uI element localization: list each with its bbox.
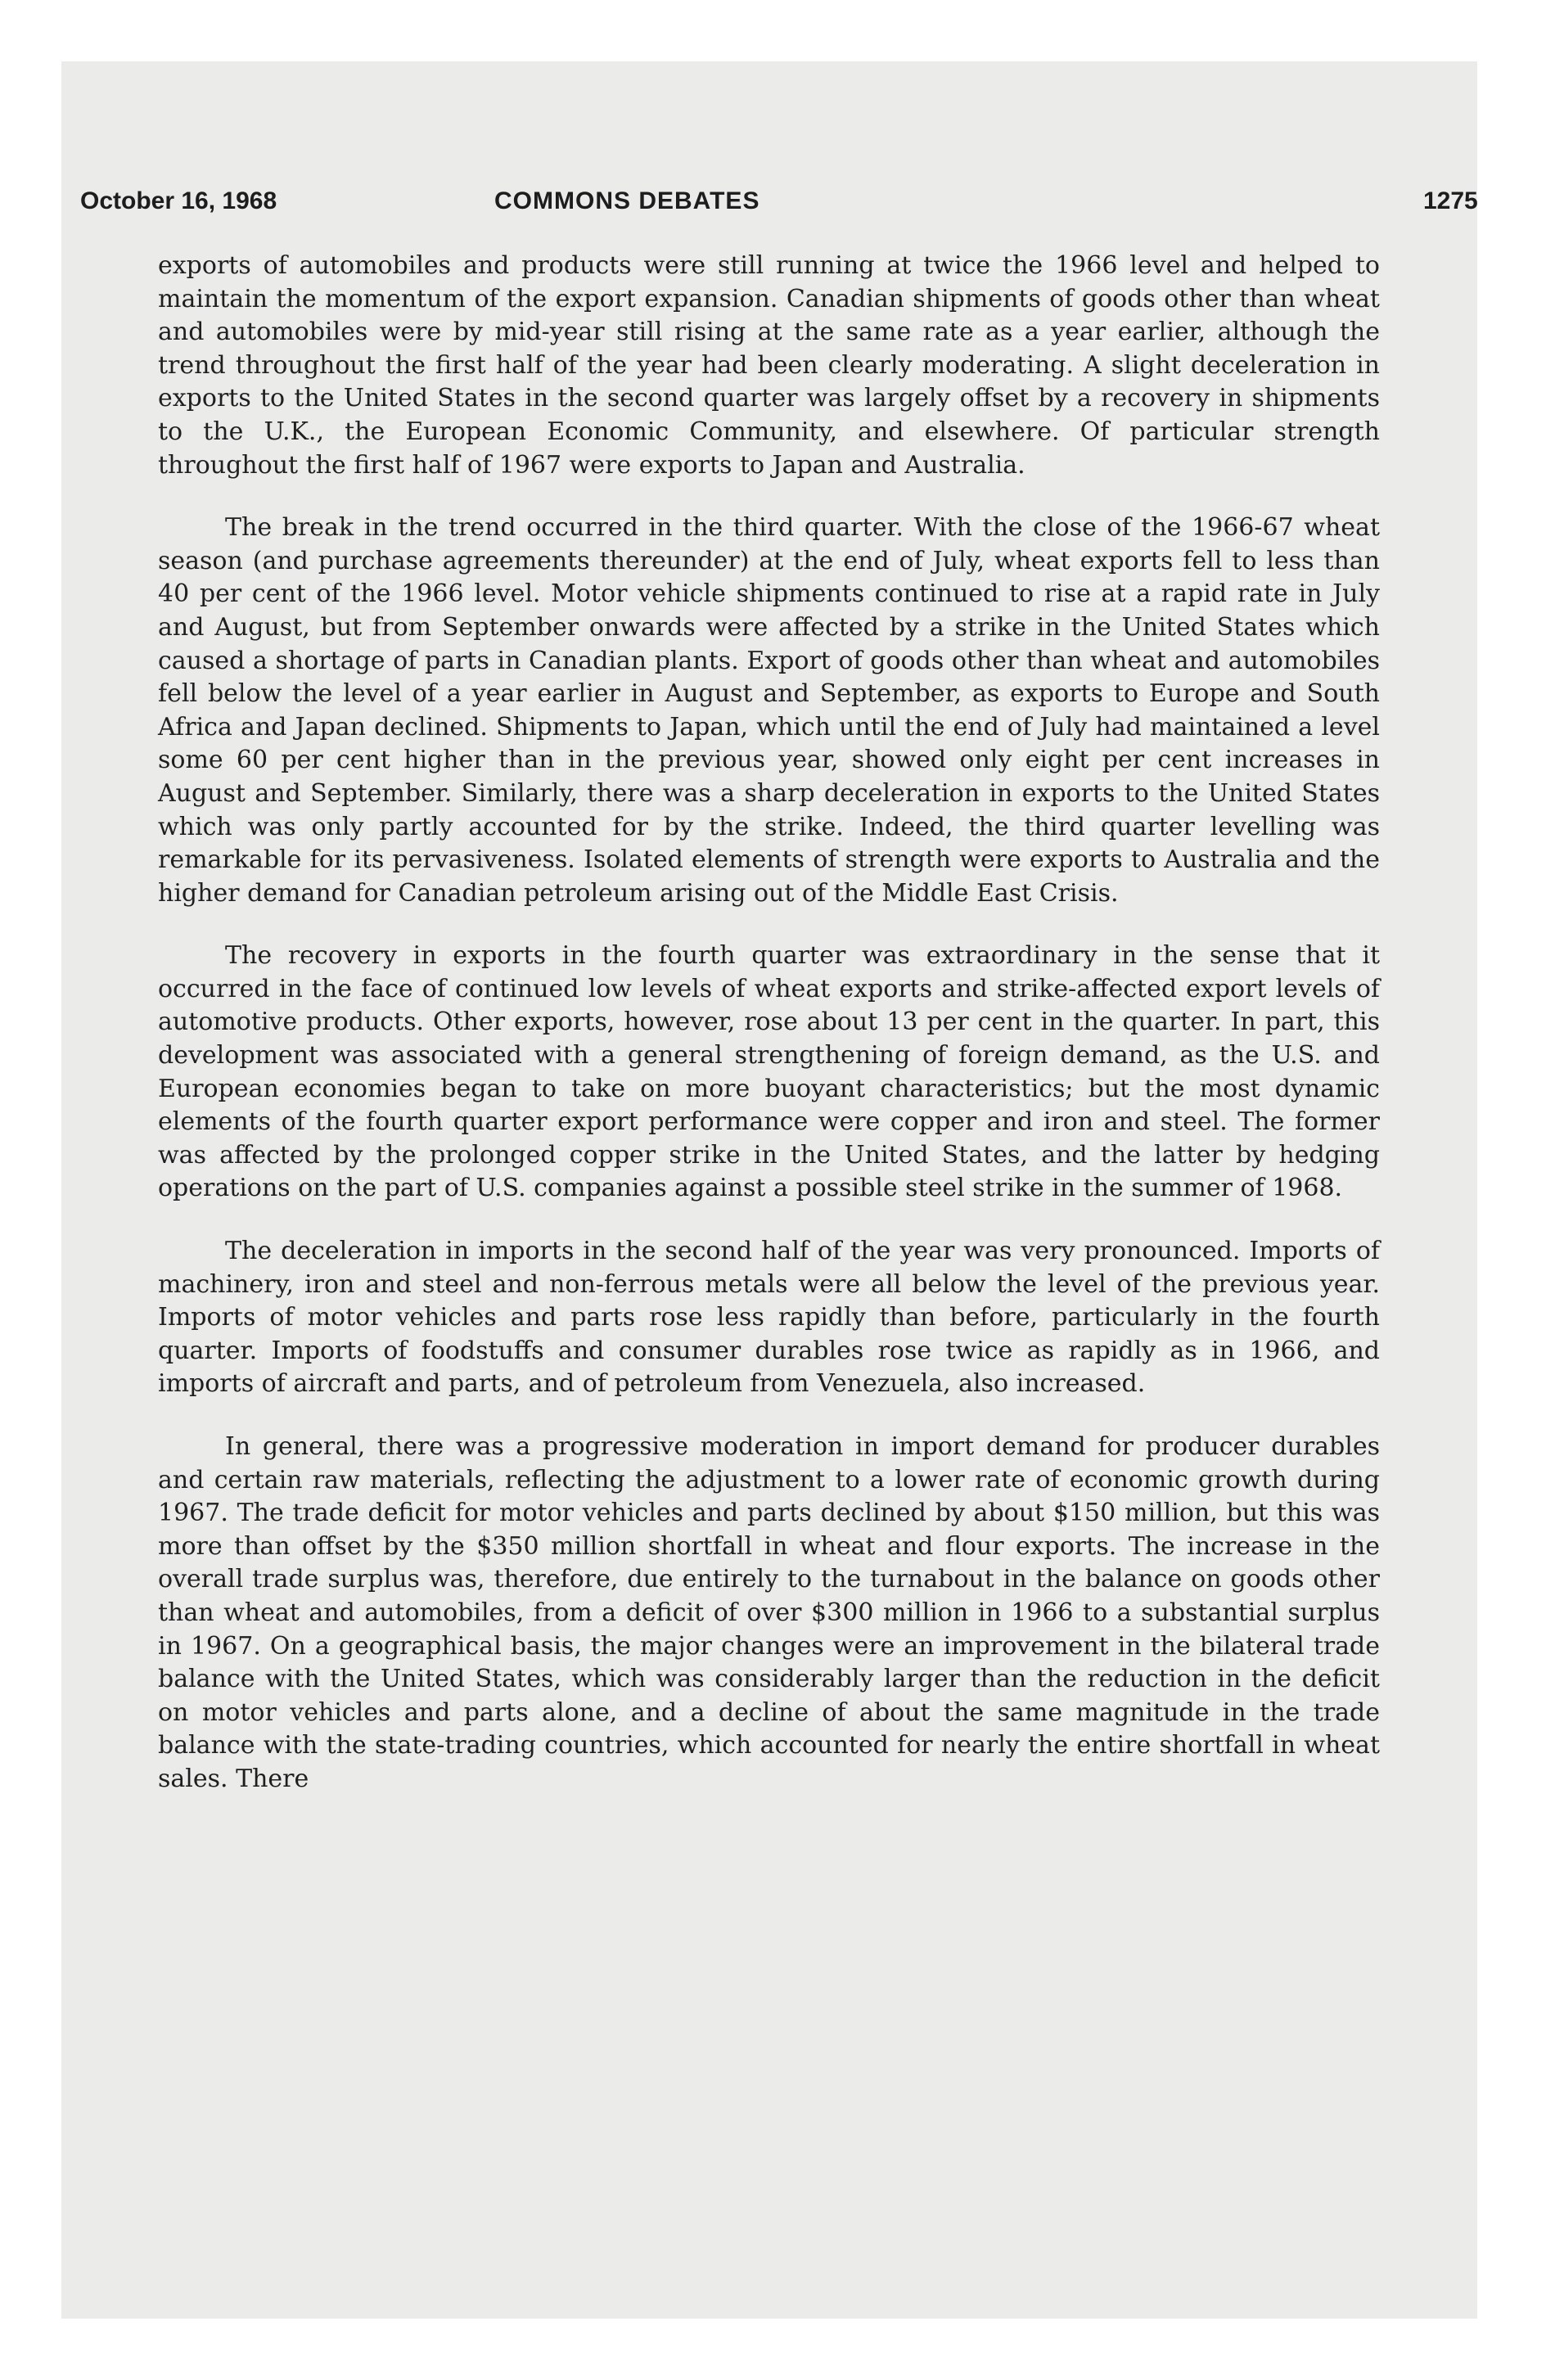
body-text bbox=[158, 250, 1380, 1796]
paragraph-5: In general, there was a progressive moderation in import demand for producer durables and certain raw materials, reflecting the adjustment to a lower rate of economic growth during 1967. The trade deficit for motor vehicles and parts declined by about $150 million, but this was more than offset by the $350 million shortfall in wheat and flour exports. The increase in the overall trade surplus was, therefore, due entirely to the turnabout in the balance on goods other than wheat and automobiles, from a deficit of over $300 million in 1966 to a substantial surplus in 1967. On a geographical basis, the major changes were an improvement in the bilateral trade balance with the United States, which was considerably larger than the reduction in the deficit on motor vehicles and parts alone, and a decline of about the same magnitude in the trade balance with the state-trading countries, which accounted for nearly the entire shortfall in wheat sales. There bbox=[158, 1432, 1380, 1793]
header-title: COMMONS DEBATES bbox=[494, 187, 760, 214]
paragraph-4: The deceleration in imports in the second half of the year was very pronounced. Imports of machinery, iron and steel and non-ferrous metals were all below the level of the previous year. Imports of motor vehicles and parts rose less rapidly than before, particularly in the fourth quarter. Imports of foodstuffs and consumer durables rose twice as rapidly as in 1966, and imports of aircraft and parts, and of petroleum from Venezuela, also increased. bbox=[158, 1237, 1380, 1399]
header-date: October 16, 1968 bbox=[80, 187, 277, 214]
page-number: 1275 bbox=[1423, 187, 1478, 214]
paragraph-3: The recovery in exports in the fourth quarter was extraordinary in the sense that it occurred in the face of continued low levels of wheat exports and strike-affected export levels of automotive products. Other exports, however, rose about 13 per cent in the quarter. In part, this development was associated with a general strengthening of foreign demand, as the U.S. and European economies began to take on more buoyant characteristics; but the most dynamic elements of the fourth quarter export performance were copper and iron and steel. The former was affected by the prolonged copper strike in the United States, and the latter by hedging operations on the part of U.S. companies against a possible steel strike in the summer of 1968. bbox=[158, 941, 1380, 1203]
paragraph-2: The break in the trend occurred in the third quarter. With the close of the 1966-67 wheat season (and purchase agreements thereunder) at the end of July, wheat exports fell to less than 40 per cent of the 1966 level. Motor vehicle shipments continued to rise at a rapid rate in July and August, but from September onwards were affected by a strike in the United States which caused a shortage of parts in Canadian plants. Export of goods other than wheat and automobiles fell below the level of a year earlier in August and September, as exports to Europe and South Africa and Japan declined. Shipments to Japan, which until the end of July had maintained a level some 60 per cent higher than in the previous year, showed only eight per cent increases in August and September. Similarly, there was a sharp deceleration in exports to the United States which was only partly accounted for by the strike. Indeed, the third quarter levelling was remarkable for its pervasiveness. Isolated elements of strength were exports to Australia and the higher demand for Canadian petroleum arising out of the Middle East Crisis. bbox=[158, 513, 1380, 908]
paragraph-1: exports of automobiles and products were still running at twice the 1966 level and helped to maintain the momentum of the export expansion. Canadian shipments of goods other than wheat and automobiles were by mid-year still rising at the same rate as a year earlier, although the trend throughout the first half of the year had been clearly moderating. A slight deceleration in exports to the United States in the second quarter was largely offset by a recovery in shipments to the U.K., the European Economic Community, and elsewhere. Of particular strength throughout the first half of 1967 were exports to Japan and Australia. bbox=[158, 251, 1380, 480]
